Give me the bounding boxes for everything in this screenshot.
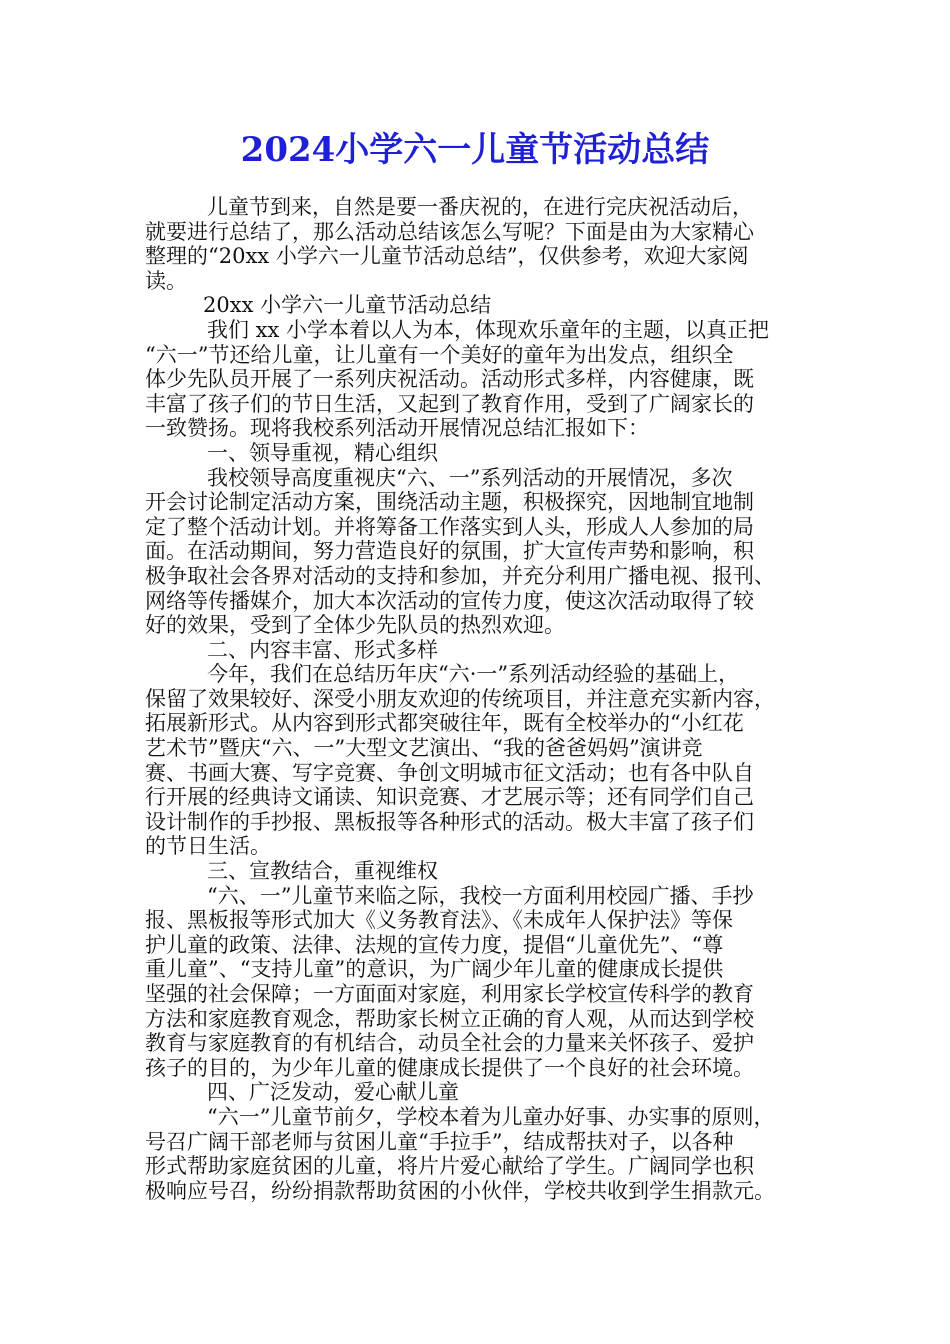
section-1-heading: 一、领导重视，精心组织 [207, 440, 438, 465]
section-3-line-8: 孩子的目的，为少年儿童的健康成长提供了一个良好的社会环境。 [145, 1055, 754, 1080]
section-4-line-3: 形式帮助家庭贫困的儿童，将片片爱心献给了学生。广阔同学也积 [145, 1154, 754, 1179]
section-1-line-7: 好的效果，受到了全体少先队员的热烈欢迎。 [145, 613, 565, 638]
document-body [145, 195, 825, 1203]
section-2-line-1: 今年，我们在总结历年庆“六·一”系列活动经验的基础上， [207, 662, 740, 687]
para1-line-2: “六一”节还给儿童，让儿童有一个美好的童年为出发点，组织全 [145, 342, 734, 367]
intro-line-2: 就要进行总结了，那么活动总结该怎么写呢？下面是由为大家精心 [145, 219, 754, 244]
para1-line-5: 一致赞扬。现将我校系列活动开展情况总结汇报如下： [145, 416, 649, 441]
section-3-line-3: 护儿童的政策、法律、法规的宣传力度，提倡“儿童优先”、“尊 [145, 932, 724, 957]
section-2-line-7: 设计制作的手抄报、黑板报等各种形式的活动。极大丰富了孩子们 [145, 809, 754, 834]
subtitle-line: 20xx 小学六一儿童节活动总结 [203, 293, 492, 318]
intro-line-1: 儿童节到来，自然是要一番庆祝的，在进行完庆祝活动后， [207, 195, 753, 219]
section-1-line-5: 极争取社会各界对活动的支持和参加，并充分利用广播电视、报刊、 [145, 563, 775, 588]
section-4-line-4: 极响应号召，纷纷捐款帮助贫困的小伙伴，学校共收到学生捐款元。 [145, 1178, 775, 1203]
intro-line-4: 读。 [145, 268, 187, 293]
section-3-line-7: 教育与家庭教育的有机结合，动员全社会的力量来关怀孩子、爱护 [145, 1031, 754, 1056]
section-2-heading: 二、内容丰富、形式多样 [207, 637, 438, 662]
section-1-line-2: 开会讨论制定活动方案，围绕活动主题，积极探究，因地制宜地制 [145, 490, 754, 515]
section-4-line-1: “六一”儿童节前夕，学校本着为儿童办好事、办实事的原则， [207, 1104, 775, 1129]
section-1-line-6: 网络等传播媒介，加大本次活动的宣传力度，使这次活动取得了较 [145, 588, 754, 613]
section-2-line-2: 保留了效果较好、深受小朋友欢迎的传统项目，并注意充实新内容， [145, 686, 775, 711]
section-2-line-6: 行开展的经典诗文诵读、知识竞赛、才艺展示等；还有同学们自己 [145, 785, 754, 810]
section-1-line-3: 定了整个活动计划。并将筹备工作落实到人头，形成人人参加的局 [145, 514, 754, 539]
para1-line-4: 丰富了孩子们的节日生活，又起到了教育作用，受到了广阔家长的 [145, 391, 754, 416]
section-3-line-4: 重儿童”、“支持儿童”的意识，为广阔少年儿童的健康成长提供 [145, 957, 724, 982]
section-4-heading: 四、广泛发动，爱心献儿童 [207, 1080, 459, 1105]
section-1-line-1: 我校领导高度重视庆“六、一”系列活动的开展情况，多次 [207, 465, 733, 490]
section-3-line-2: 报、黑板报等形式加大《义务教育法》、《未成年人保护法》等保 [145, 908, 733, 933]
section-4-line-2: 号召广阔干部老师与贫困儿童“手拉手”，结成帮扶对子，以各种 [145, 1129, 734, 1154]
section-3-line-1: “六、一”儿童节来临之际，我校一方面利用校园广播、手抄 [207, 883, 754, 908]
intro-line-3: 整理的“20xx 小学六一儿童节活动总结”，仅供参考，欢迎大家阅 [145, 244, 749, 269]
section-2-line-8: 的节日生活。 [145, 834, 271, 859]
section-2-line-4: 艺术节”暨庆“六、一”大型文艺演出、“我的爸爸妈妈”演讲竞 [145, 736, 703, 761]
section-2-line-5: 赛、书画大赛、写字竞赛、争创文明城市征文活动；也有各中队自 [145, 760, 754, 785]
section-2-line-3: 拓展新形式。从内容到形式都突破往年，既有全校举办的“小红花 [145, 711, 744, 736]
document-title: 2024小学六一儿童节活动总结 [240, 130, 710, 170]
section-3-heading: 三、宣教结合，重视维权 [207, 859, 438, 884]
section-1-line-4: 面。在活动期间，努力营造良好的氛围，扩大宣传声势和影响，积 [145, 539, 754, 564]
para1-line-3: 体少先队员开展了一系列庆祝活动。活动形式多样，内容健康，既 [145, 367, 754, 392]
section-3-line-5: 坚强的社会保障；一方面面对家庭，利用家长学校宣传科学的教育 [145, 982, 754, 1006]
section-3-line-6: 方法和家庭教育观念，帮助家长树立正确的育人观，从而达到学校 [145, 1006, 754, 1031]
para1-line-1: 我们 xx 小学本着以人为本，体现欢乐童年的主题，以真正把 [207, 317, 770, 342]
